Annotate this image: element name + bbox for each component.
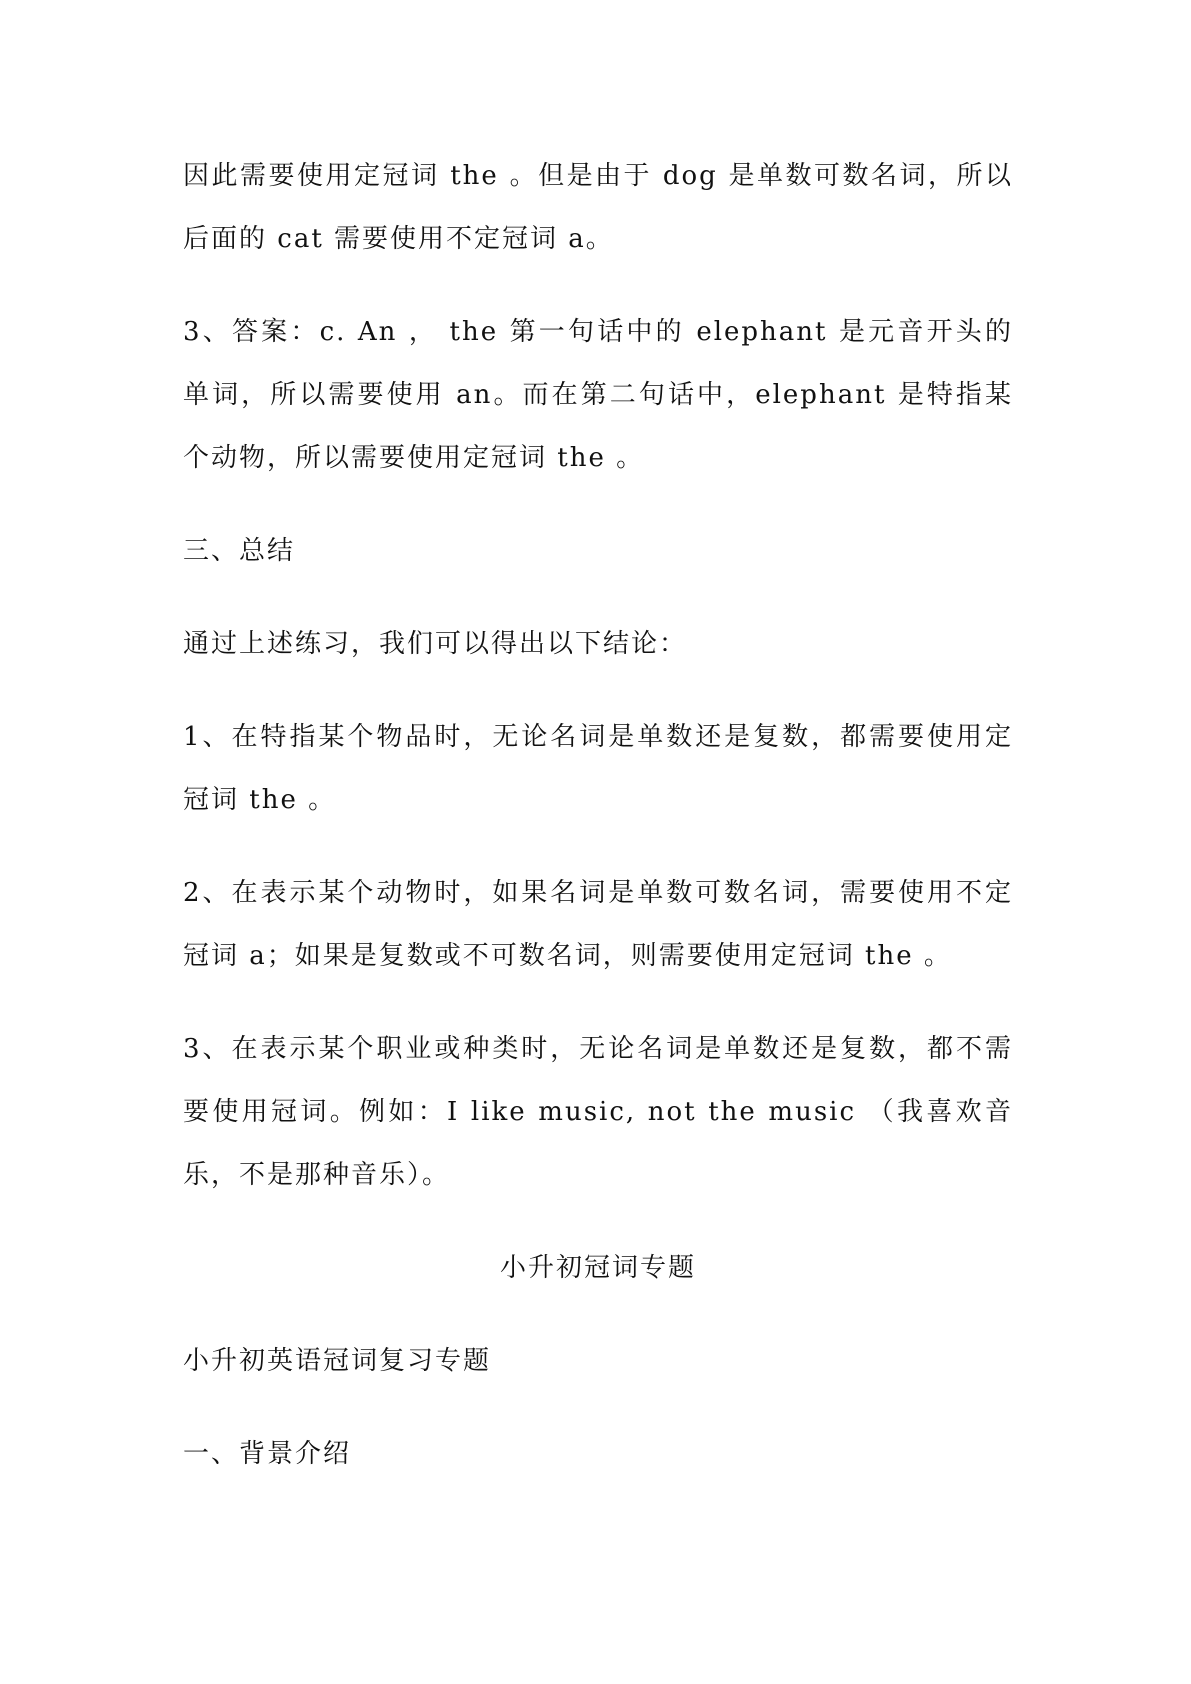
paragraph-conclusion-3: 3、在表示某个职业或种类时，无论名词是单数还是复数，都不需要使用冠词。例如：I like music, not the music （我喜欢音乐，不是那种音乐）。	[183, 1034, 1013, 1190]
paragraph-conclusion-intro: 通过上述练习，我们可以得出以下结论：	[183, 629, 688, 659]
heading-background: 一、背景介绍	[183, 1439, 352, 1469]
heading-summary: 三、总结	[183, 536, 296, 566]
paragraph-conclusion-1: 1、在特指某个物品时，无论名词是单数还是复数，都需要使用定冠词 the 。	[183, 722, 1013, 815]
paragraph-conclusion-2: 2、在表示某个动物时，如果名词是单数可数名词，需要使用不定冠词 a；如果是复数或不可数名词，则需要使用定冠词 the 。	[183, 878, 1013, 971]
paragraph-answer-3: 3、答案：c. An ， the 第一句话中的 elephant 是元音开头的单词，所以需要使用 an。而在第二句话中，elephant 是特指某个动物，所以需要使用定冠词 the 。	[183, 317, 1013, 473]
subtitle: 小升初英语冠词复习专题	[183, 1346, 492, 1376]
document-body	[183, 145, 1013, 1516]
paragraph-explanation-2: 因此需要使用定冠词 the 。但是由于 dog 是单数可数名词，所以后面的 cat 需要使用不定冠词 a。	[183, 161, 1013, 254]
section-title: 小升初冠词专题	[499, 1253, 696, 1283]
